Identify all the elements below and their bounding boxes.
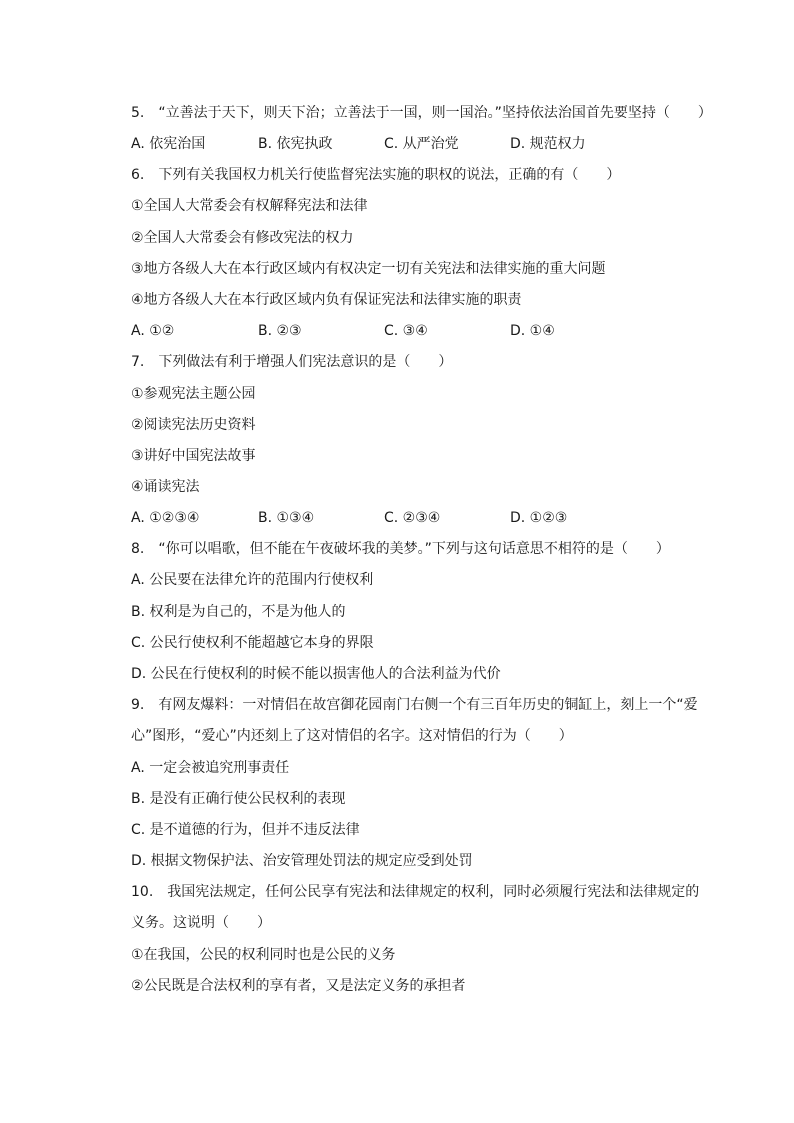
question-8-option-a: A. 公民要在法律允许的范围内行使权利 <box>131 572 374 588</box>
question-7-item-4: ④诵读宪法 <box>131 479 200 495</box>
question-6-item-3: ③地方各级人大在本行政区域内有权决定一切有关宪法和法律实施的重大问题 <box>131 261 606 277</box>
question-7-item-2: ②阅读宪法历史资料 <box>131 417 256 433</box>
question-9-option-d: D. 根据文物保护法、治安管理处罚法的规定应受到处罚 <box>131 853 473 869</box>
question-8-option-d: D. 公民在行使权利的时候不能以损害他人的合法利益为代价 <box>131 666 501 682</box>
question-8-stem: 8. “你可以唱歌，但不能在午夜破坏我的美梦。”下列与这句话意思不相符的是（ ） <box>131 541 670 557</box>
question-9-stem-line-2: 心”图形，“爱心”内还刻上了这对情侣的名字。这对情侣的行为（ ） <box>131 728 573 744</box>
option-b: B. ①③④ <box>258 510 315 526</box>
question-10-item-1: ①在我国，公民的权利同时也是公民的义务 <box>131 947 396 963</box>
question-9-option-c: C. 是不道德的行为，但并不违反法律 <box>131 822 360 838</box>
question-7-stem: 7. 下列做法有利于增强人们宪法意识的是（ ） <box>131 354 453 370</box>
option-a: A. ①②③④ <box>131 510 200 526</box>
option-c: C. ②③④ <box>384 510 441 526</box>
question-6-item-1: ①全国人大常委会有权解释宪法和法律 <box>131 198 368 214</box>
question-9-stem-line-1: 9. 有网友爆料：一对情侣在故宫御花园南门右侧一个有三百年历史的铜缸上，刻上一个“爱 <box>131 697 698 713</box>
question-5-options <box>131 134 586 154</box>
question-10-stem-line-2: 义务。这说明（ ） <box>131 915 271 931</box>
question-6-item-2: ②全国人大常委会有修改宪法的权力 <box>131 230 354 246</box>
question-10-item-2: ②公民既是合法权利的享有者，又是法定义务的承担者 <box>131 978 466 994</box>
question-8-option-c: C. 公民行使权利不能超越它本身的界限 <box>131 635 374 651</box>
question-6-options <box>131 321 555 341</box>
option-a: A. ①② <box>131 323 175 339</box>
question-10-stem-line-1: 10. 我国宪法规定，任何公民享有宪法和法律规定的权利，同时必须履行宪法和法律规定的 <box>131 884 700 900</box>
question-9-option-a: A. 一定会被追究刑事责任 <box>131 760 290 776</box>
option-a: A. 依宪治国 <box>131 136 206 152</box>
option-c: C. 从严治党 <box>384 136 459 152</box>
question-5-stem: 5. “立善法于天下，则天下治；立善法于一国，则一国治。”坚持依法治国首先要坚持（ ） <box>131 105 712 121</box>
question-8-option-b: B. 权利是为自己的，不是为他人的 <box>131 604 346 620</box>
question-6-stem: 6. 下列有关我国权力机关行使监督宪法实施的职权的说法，正确的有（ ） <box>131 167 621 183</box>
option-b: B. 依宪执政 <box>258 136 333 152</box>
question-7-options <box>131 508 567 528</box>
question-7-item-3: ③讲好中国宪法故事 <box>131 448 256 464</box>
option-c: C. ③④ <box>384 323 428 339</box>
question-6-item-4: ④地方各级人大在本行政区域内负有保证宪法和法律实施的职责 <box>131 292 522 308</box>
question-7-item-1: ①参观宪法主题公园 <box>131 386 256 402</box>
option-b: B. ②③ <box>258 323 302 339</box>
option-d: D. 规范权力 <box>510 136 586 152</box>
question-9-option-b: B. 是没有正确行使公民权利的表现 <box>131 791 346 807</box>
option-d: D. ①④ <box>510 323 555 339</box>
option-d: D. ①②③ <box>510 510 568 526</box>
